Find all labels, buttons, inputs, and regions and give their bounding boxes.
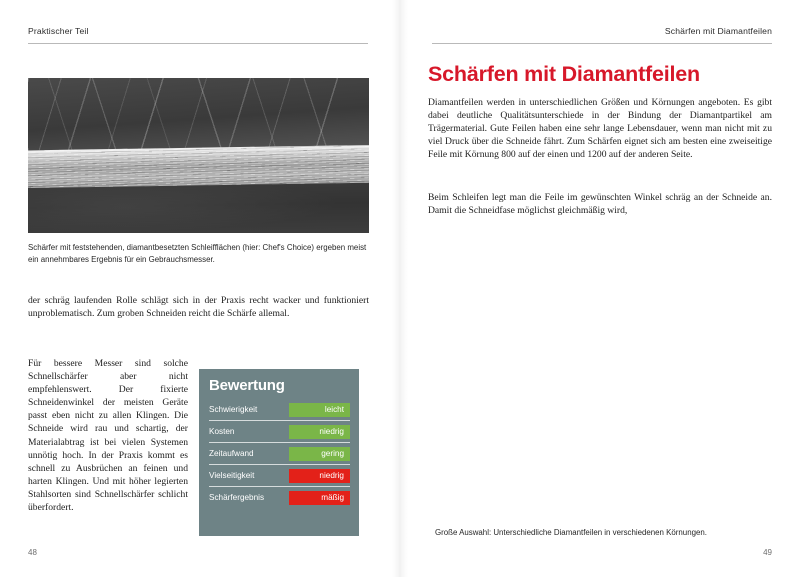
folio-left: 48 xyxy=(28,548,37,557)
running-head-rule-left xyxy=(28,43,368,44)
right-paragraph-1 xyxy=(428,96,772,161)
left-paragraph-1 xyxy=(28,294,369,320)
right-paragraph-2 xyxy=(428,191,772,217)
rating-separator xyxy=(209,442,350,443)
rating-value-badge: niedrig xyxy=(289,425,350,439)
rating-label: Schärfergebnis xyxy=(209,493,265,502)
rating-value-badge: leicht xyxy=(289,403,350,417)
rating-separator xyxy=(209,464,350,465)
rating-row-schwierigkeit xyxy=(199,400,359,419)
rating-label: Kosten xyxy=(209,427,235,436)
running-head-rule-right xyxy=(432,43,772,44)
rating-label: Zeitaufwand xyxy=(209,449,254,458)
paragraph-text: Diamantfeilen werden in unterschiedlichen Größen und Körnungen angeboten. Es gibt dabei deutliche Qualitätsunterschiede in der Bindung der Diamantpartikel am Trägermaterial. Gute Feilen haben eine sehr lange Lebensdauer, wenn man nicht mit zu viel Druck über die Schneide fährt. Zum Schärfen eignet sich am besten eine zweiseitige Feile mit Körnung 800 auf der einen und 1200 auf der anderen Seite. xyxy=(428,97,772,161)
folio-right: 49 xyxy=(763,548,772,557)
right-page xyxy=(400,0,800,577)
rating-label: Vielseitigkeit xyxy=(209,471,255,480)
running-head-right: Schärfen mit Diamantfeilen xyxy=(664,26,772,36)
paragraph-text: Beim Schleifen legt man die Feile im gewünschten Winkel schräg an der Schneide an. Damit die Schneidfase möglichst gleichmäßig wird, xyxy=(428,192,772,217)
rating-value-badge: niedrig xyxy=(289,469,350,483)
rating-value-badge: mäßig xyxy=(289,491,350,505)
running-head-left: Praktischer Teil xyxy=(28,26,89,36)
edge-shadow-area xyxy=(28,182,369,233)
rating-label: Schwierigkeit xyxy=(209,405,258,414)
edge-scratched-face xyxy=(28,78,369,151)
knife-edge-macro-photo xyxy=(28,78,369,233)
paragraph-text: der schräg laufenden Rolle schlägt sich in der Praxis recht wacker und funktioniert unproblematisch. Zum groben Schneiden reicht die Schärfe allemal. xyxy=(28,295,369,320)
rating-row-kosten xyxy=(199,422,359,441)
rating-box xyxy=(199,369,359,536)
paragraph-text: Für bessere Messer sind solche Schnellschärfer aber nicht empfehlenswert. Der fixierte Schneidenwinkel der meisten Geräte passt eben nicht zu allen Klingen. Die Schneide wird rau und schartig, der Materialabtrag ist bei vielen Systemen unnötig hoch. In der Praxis kommt es schnell zu Ausbrüchen an feinen und harten Klingen. Und mit höher legierten Stahlsorten sind Schnellschärfer schlicht überfordert. xyxy=(28,358,188,514)
figure-caption-right: Große Auswahl: Unterschiedliche Diamantfeilen in verschiedenen Körnungen. xyxy=(435,528,707,537)
rating-value-badge: gering xyxy=(289,447,350,461)
rating-box-title: Bewertung xyxy=(209,377,285,394)
rating-separator xyxy=(209,420,350,421)
rating-row-vielseitigkeit xyxy=(199,466,359,485)
rating-separator xyxy=(209,486,350,487)
figure-caption-left: Schärfer mit feststehenden, diamantbesetzten Schleifflächen (hier: Chef's Choice) ergeben meist ein annehmbares Ergebnis für ein Gebrauchsmesser. xyxy=(28,243,367,264)
left-paragraph-2 xyxy=(28,357,188,514)
rating-row-schaerfergebnis xyxy=(199,488,359,507)
page-title: Schärfen mit Diamantfeilen xyxy=(428,62,700,86)
rating-row-zeitaufwand xyxy=(199,444,359,463)
